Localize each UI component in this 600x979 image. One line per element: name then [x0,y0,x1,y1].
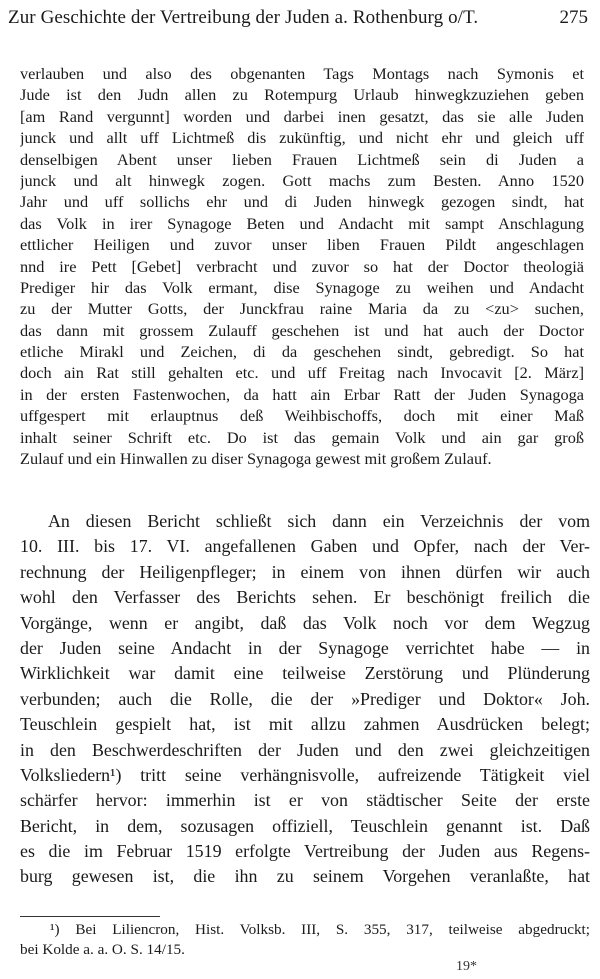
body-line: schärfer hervor: immerhin ist er von städtischer Seite der erste [20,790,590,811]
quote-line: Prediger hir das Volk ermant, dise Synagoge zu weihen und Andacht [20,277,584,297]
quote-line: Jahr und uff sollichs ehr und di Juden hinwegk gezogen sindt, hat [20,192,584,212]
quote-line: in der ersten Fastenwochen, da hatt ain Erbar Ratt der Juden Synagoga [20,384,584,404]
quote-line: junck und allt uff Lichtmeß dis zukünftig, und nicht ehr und gleich uff [20,128,584,148]
body-line: burg gewesen ist, die ihn zu seinem Vorgehen veranlaßte, hat [20,866,590,887]
quote-line: denselbigen Abent unser lieben Frauen Lichtmeß sein di Juden a [20,149,584,169]
body-line: Wirklichkeit war damit eine teilweise Zerstörung und Plünderung [20,663,590,684]
footnote [20,920,590,960]
body-line: der Juden seine Andacht in der Synagoge verrichtet habe — in [20,637,590,658]
quote-line: verlauben und also des obgenanten Tags Montags nach Symonis et [20,64,584,83]
quote-line: doch ain Rat still gehalten etc. und uff Freitag nach Invocavit [2. März] [20,363,584,383]
page-number: 275 [559,7,588,28]
quote-line: inhalt seiner Schrift etc. Do ist das gemain Volk und ain gar groß [20,427,584,447]
body-line: Bericht, in dem, sozusagen offiziell, Teuschlein genannt ist. Daß [20,815,590,836]
body-line: wohl den Verfasser des Berichts sehen. Er beschönigt freilich die [20,587,590,608]
running-title: Zur Geschichte der Vertreibung der Juden a. Rothenburg o/T. [8,7,479,28]
body-line: Teuschlein gespielt hat, ist mit allzu zahmen Ausdrücken belegt; [20,714,590,735]
quote-line: uffgespert mit erlauptnus deß Weihbischoffs, doch mit einer Maß [20,406,584,426]
body-line: Vorgänge, wenn er angibt, daß das Volk noch vor dem Wegzug [20,612,590,633]
body-line: in den Beschwerdeschriften der Juden und den zwei gleichzeitigen [20,739,590,760]
footnote-line: bei Kolde a. a. O. S. 14/15. [20,941,185,958]
quote-line: junck und alt hinwegk zogen. Gott machs zum Besten. Anno 1520 [20,170,584,190]
footnote-line: ¹) Bei Liliencron, Hist. Volksb. III, S. 355, 317, teilweise abgedruckt; [50,921,590,938]
footnote-rule [20,916,160,917]
quote-line: [am Rand vergunnt] worden und darbei inen gesatzt, das sie alle Juden [20,106,584,126]
quote-line: Zulauf und ein Hinwallen zu diser Synagoga gewest mit großem Zulauf. [20,449,492,469]
quote-line: zu der Mutter Gotts, der Junckfrau raine Maria da zu <zu> suchen, [20,299,584,319]
quote-line: das dann mit grossem Zulauff geschehen ist und hat auch der Doctor [20,320,584,340]
signature-mark: 19* [456,959,477,974]
quote-line: etliche Mirakl und Zeichen, di da geschehen sindt, gebredigt. So hat [20,342,584,362]
body-line: 10. III. bis 17. VI. angefallenen Gaben und Opfer, nach der Ver- [20,536,590,557]
body-line: es die im Februar 1519 erfolgte Vertreibung der Juden aus Regens- [20,841,590,862]
quote-line: Jude ist den Judn allen zu Rotempurg Urlaub hinwegkzuziehen geben [20,85,584,105]
body-line: Volksliedern¹) tritt seine verhängnisvolle, aufreizende Tätigkeit viel [20,764,590,785]
body-paragraph [20,509,590,890]
quote-line: ettlicher Heiligen und zuvor unser liben Frauen Pildt angeschlagen [20,235,584,255]
quote-line: nnd ire Pett [Gebet] verbracht und zuvor so hat der Doctor theologiä [20,256,584,276]
body-line: rechnung der Heiligenpfleger; in einem von ihnen dürfen wir auch [20,561,590,582]
quoted-source-text [20,63,584,469]
body-line: An diesen Bericht schließt sich dann ein Verzeichnis der vom [48,511,590,531]
body-line: verbunden; auch die Rolle, die der »Prediger und Doktor« Joh. [20,688,590,709]
quote-line: das Volk in irer Synagoge Beten und Andacht mit sampt Anschlagung [20,213,584,233]
running-header [8,6,588,30]
